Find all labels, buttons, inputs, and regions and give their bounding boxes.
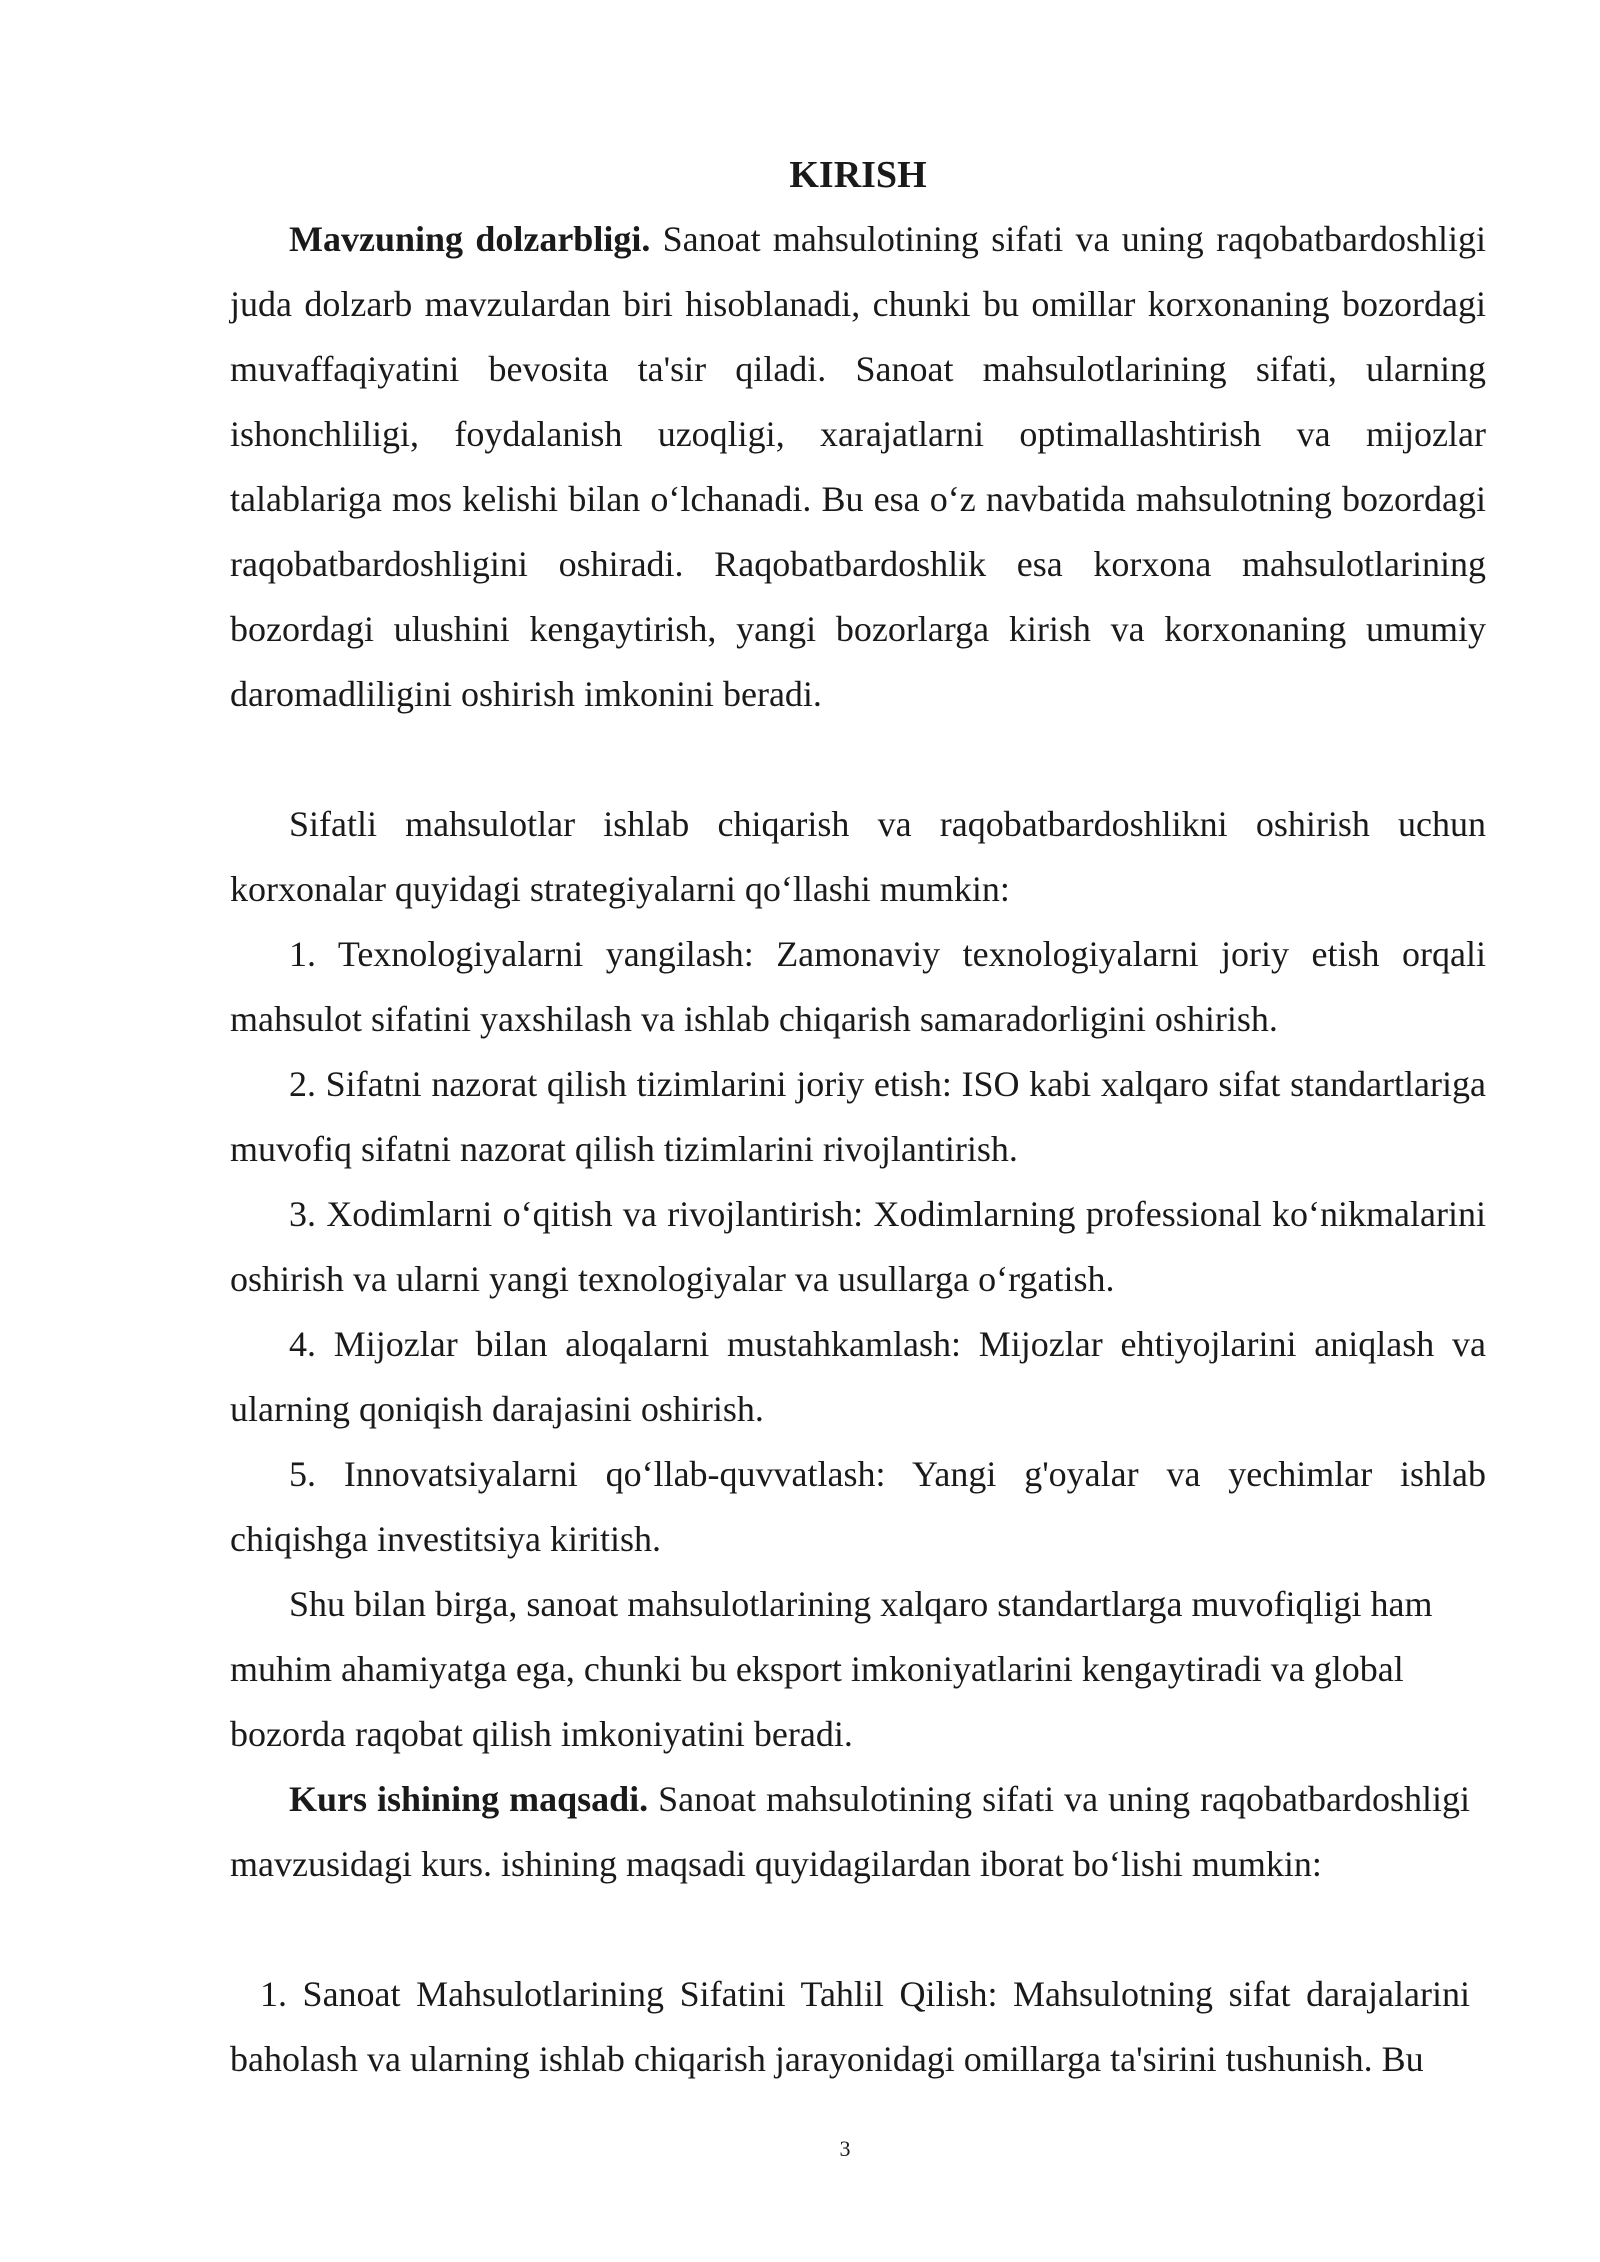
list-item: 1. Texnologiyalarni yangilash: Zamonaviy texnologiyalarni joriy etish orqali mahsulot sifatini yaxshilash va ishlab chiqarish samaradorligini oshirish. [230,934,1486,1039]
list-item: 2. Sifatni nazorat qilish tizimlarini joriy etish: ISO kabi xalqaro sifat standartlariga muvofiq sifatni nazorat qilish tizimlarini rivojlantirish. [230,1064,1486,1169]
goal-heading: Kurs ishining maqsadi. [289,1779,649,1819]
strategies-intro-paragraph: Sifatli mahsulotlar ishlab chiqarish va raqobatbardoshlikni oshirish uchun korxonalar quyidagi strategiyalarni qoʻllashi mumkin: [230,804,1486,909]
intro-heading: Mavzuning dolzarbligi. [289,219,651,259]
list-item: 4. Mijozlar bilan aloqalarni mustahkamlash: Mijozlar ehtiyojlarini aniqlash va ularning qoniqish darajasini oshirish. [230,1324,1486,1429]
intro-text: Sanoat mahsulotining sifati va uning raqobatbardoshligi juda dolzarb mavzulardan biri hisoblanadi, chunki bu omillar korxonaning bozordagi muvaffaqiyatini bevosita ta'sir qiladi. Sanoat mahsulotlarining sifati, ularning ishonchliligi, foydalanish uzoqligi, xarajatlarni optimallashtirish va mijozlar talablariga mos kelishi bilan oʻlchanadi. Bu esa oʻz navbatida mahsulotning bozordagi raqobatbardoshligini oshiradi. Raqobatbardoshlik esa korxona mahsulotlarining bozordagi ulushini kengaytirish, yangi bozorlarga kirish va korxonaning umumiy daromadliligini oshirish imkonini beradi. [230,219,1487,714]
list-item: 3. Xodimlarni oʻqitish va rivojlantirish: Xodimlarning professional koʻnikmalarini oshirish va ularni yangi texnologiyalar va usullarga oʻrgatish. [230,1194,1486,1299]
standards-paragraph: Shu bilan birga, sanoat mahsulotlarining xalqaro standartlarga muvofiqligi ham muhim ahamiyatga ega, chunki bu eksport imkoniyatlarini kengaytiradi va global bozorda raqobat qilish imkoniyatini beradi. [230,1584,1433,1754]
intro-paragraph [230,207,1486,727]
goal-text: Sanoat mahsulotining sifati va uning raqobatbardoshligi mavzusidagi kurs. ishining maqsadi quyidagilardan iborat boʻlishi mumkin: [230,1779,1470,1884]
list-item: 5. Innovatsiyalarni qoʻllab-quvvatlash: Yangi g'oyalar va yechimlar ishlab chiqishga investitsiya kiritish. [230,1454,1486,1559]
list-item: 1. Sanoat Mahsulotlarining Sifatini Tahlil Qilish: Mahsulotning sifat darajalarini baholash va ularning ishlab chiqarish jarayonidagi omillarga ta'sirini tushunish. Bu [230,1974,1470,2079]
goal-paragraph [230,1767,1470,1897]
page-title: KIRISH [789,154,927,196]
page-number: 3 [839,2136,851,2161]
